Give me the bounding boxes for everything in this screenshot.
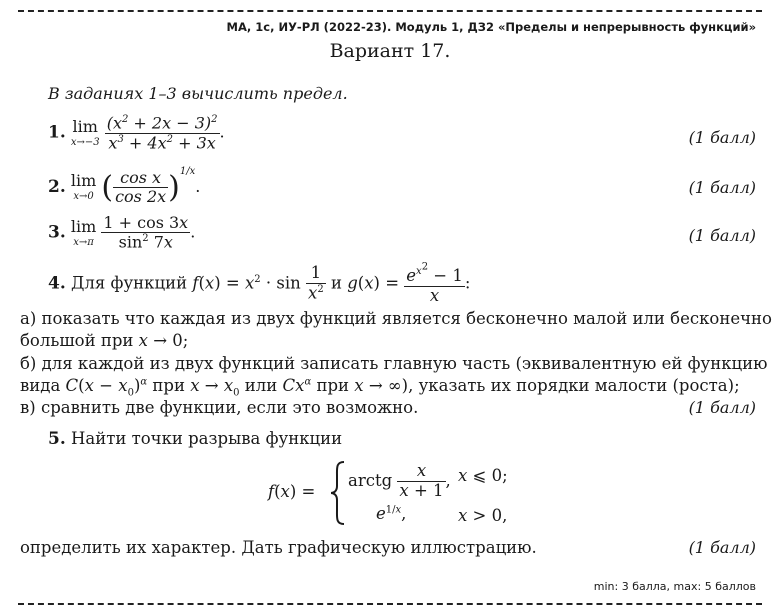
- problem-5-points: (1 балл): [688, 538, 756, 557]
- problem-1: 1. lim x→−3 $\frac{(x^2 + 2x - 3)^2}{x^3 + 4x^2 + 3x}$ .: [48, 113, 225, 153]
- bottom-dashed-rule: [18, 603, 762, 605]
- problem-1-points: (1 балл): [688, 128, 756, 147]
- limit-expression: $\frac{\text{cos x}}{\cos 2x}$: [115, 167, 167, 206]
- problem-4-statement: 4. Для функций $f(x) = x^2 \cdot \sin$ $\frac{1}{x^2}$ и g(x) = $\frac{e^{x^2} - 1}{x}$ :: [48, 262, 471, 305]
- course-header: МА, 1с, ИУ-РЛ (2022-23). Модуль 1, ДЗ2 «Пределы и непрерывность функций»: [226, 20, 756, 34]
- top-dashed-rule: [18, 10, 762, 12]
- variant-title: Вариант 17.: [329, 40, 451, 62]
- problem-3-points: (1 балл): [688, 226, 756, 245]
- left-brace: [328, 460, 348, 526]
- limit-expression: $\frac{(x^2 + 2x - 3)^2}{x^3 + 4x^2 + 3x}$: [106, 113, 218, 153]
- problem-4b: б) для каждой из двух функций записать главную часть (эквивалентную ей функцию: [20, 354, 768, 373]
- limit-operator: lim x→0: [70, 171, 97, 202]
- score-footer: min: 3 балла, max: 5 баллов: [593, 580, 756, 593]
- problem-2: 2. lim x→0 ( $\frac{\text{cos x}}{\cos 2x}$ )$^{1/x}$.: [48, 166, 201, 206]
- problem-number: 1.: [48, 122, 66, 143]
- problem-3: 3. lim x→π $\frac{1 + \cos 3x}{\sin^2 7x}$ .: [48, 213, 196, 252]
- problem-4a: а) показать что каждая из двух функций является бесконечно малой или бесконечно: [20, 309, 772, 328]
- limit-expression: $\frac{1 + \cos 3x}{\sin^2 7x}$: [103, 213, 189, 252]
- limit-operator: lim x→−3: [70, 116, 100, 148]
- problem-number: 2.: [48, 177, 66, 197]
- problem-4a-cont: большой при x → 0;: [20, 331, 189, 350]
- problem-2-points: (1 балл): [688, 178, 756, 197]
- problem-4-points: (1 балл): [688, 398, 756, 417]
- limit-operator: lim x→π: [70, 216, 97, 248]
- problem-4c: в) сравнить две функции, если это возможно.: [20, 398, 419, 417]
- intro-text: В заданиях 1–3 вычислить предел.: [48, 84, 348, 103]
- problem-number: 3.: [48, 222, 66, 243]
- problem-4b-cont: вида $C(x - x_0)^\alpha$ при $x \to x_0$ или $Cx^\alpha$ при x → ∞), указать их порядки малости (роста);: [20, 376, 740, 399]
- problem-5-after: определить их характер. Дать графическую иллюстрацию.: [20, 538, 537, 557]
- problem-5-statement: 5. Найти точки разрыва функции: [48, 429, 343, 449]
